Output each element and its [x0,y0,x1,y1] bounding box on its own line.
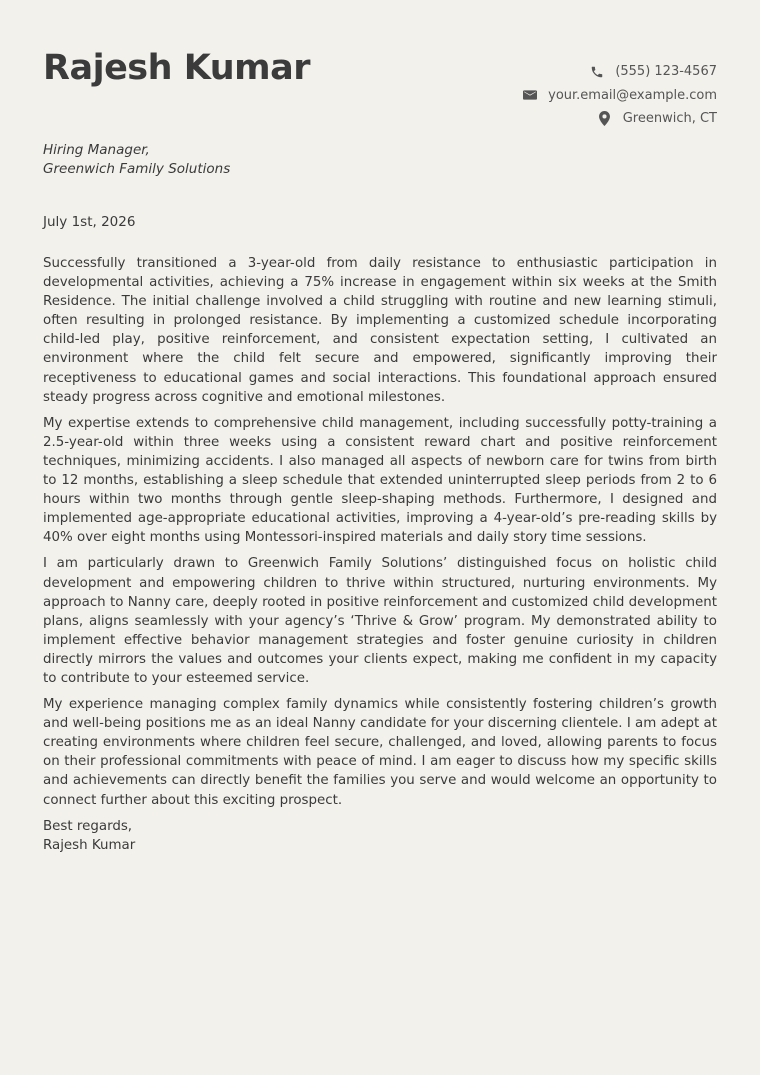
body-paragraph: I am particularly drawn to Greenwich Family Solutions’ distinguished focus on holistic child development and empowering children to thrive within structured, nurturing environments. My approach to Nanny care, deeply rooted in positive reinforcement and customized child development plans, aligns seamlessly with your agency’s ‘Thrive & Grow’ program. My demonstrated ability to implement effective behavior management strategies and foster genuine curiosity in children directly mirrors the values and outcomes your clients expect, making me confident in my capacity to contribute to your esteemed service. [43,556,717,686]
closing-block [43,817,717,855]
closing-signature: Rajesh Kumar [43,837,136,853]
letter-body [43,254,717,855]
contact-phone-row [457,60,717,84]
letter-date: July 1st, 2026 [43,214,136,230]
recipient-title: Hiring Manager, [43,142,150,158]
body-paragraph: My expertise extends to comprehensive child management, including successfully potty-training a 2.5-year-old within three weeks using a consistent reward chart and positive reinforcement techniques, minimizing accidents. I also managed all aspects of newborn care for twins from birth to 12 months, establishing a sleep schedule that extended uninterrupted sleep periods from 2 to 6 hours within two months through gentle sleep-shaping methods. Furthermore, I designed and implemented age-appropriate educational activities, improving a 4-year-old’s pre-reading skills by 40% over eight months using Montessori-inspired materials and daily story time sessions. [43,415,717,546]
recipient-block [43,141,230,179]
applicant-name: Rajesh Kumar [43,48,311,88]
contact-phone: (555) 123-4567 [615,64,717,80]
recipient-company: Greenwich Family Solutions [43,161,231,177]
contact-email-row [457,84,717,108]
map-pin-icon [597,111,613,127]
body-paragraph: Successfully transitioned a 3-year-old from daily resistance to enthusiastic participation in developmental activities, achieving a 75% increase in engagement within six weeks at the Smith Residence. The initial challenge involved a child struggling with routine and new learning stimuli, often resulting in prolonged resistance. By implementing a customized schedule incorporating child-led play, positive reinforcement, and consistent expectation setting, I cultivated an environment where the child felt secure and empowered, significantly improving their receptiveness to educational games and social interactions. This foundational approach ensured steady progress across cognitive and emotional milestones. [43,256,717,405]
phone-icon [589,64,605,80]
envelope-icon [522,87,538,103]
contact-location: Greenwich, CT [622,111,717,127]
contact-location-row [457,107,717,131]
body-paragraph: My experience managing complex family dynamics while consistently fostering children’s growth and well-being positions me as an ideal Nanny candidate for your discerning clientele. I am adept at creating environments where children feel secure, challenged, and loved, allowing parents to focus on their professional commitments with peace of mind. I am eager to discuss how my specific skills and achievements can directly benefit the families you serve and would welcome an opportunity to connect further about this exciting prospect. [43,697,717,808]
contact-email: your.email@example.com [548,87,717,103]
contact-block [457,60,717,131]
closing-salutation: Best regards, [43,818,133,834]
